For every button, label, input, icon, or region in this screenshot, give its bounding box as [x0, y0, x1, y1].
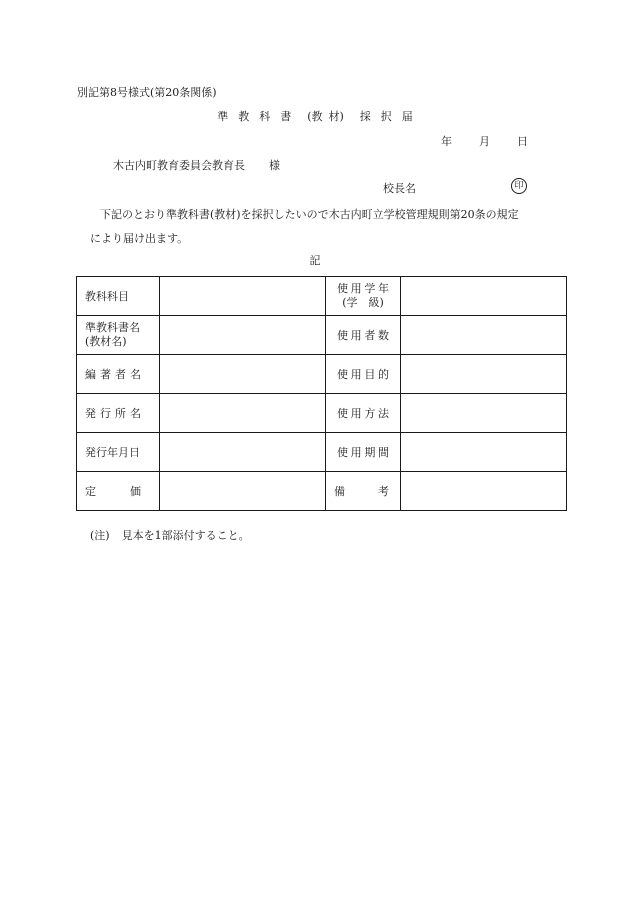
title-char: 材): [328, 110, 344, 123]
label-char: 名: [130, 368, 141, 381]
label-char: 目: [118, 290, 129, 303]
table-row: [77, 472, 567, 511]
table-row: [77, 394, 567, 433]
table-row: [77, 277, 567, 316]
honorific: 様: [269, 159, 280, 172]
label-char: 名: [130, 407, 141, 420]
field-textbook-name[interactable]: [160, 316, 326, 355]
label-char: 使: [337, 407, 348, 420]
label-textbook-name: [77, 316, 160, 355]
field-period[interactable]: [401, 433, 567, 472]
note-text: 見本を1部添付すること。: [121, 529, 250, 542]
body-text-line-2: により届け出ます。: [90, 232, 189, 245]
label-char: 編: [85, 368, 96, 381]
label-line: 準教科書名: [85, 321, 140, 334]
label-remarks: [326, 472, 401, 511]
footnote: [90, 527, 250, 543]
label-char: 定: [85, 485, 96, 498]
label-line: (教材名): [85, 335, 127, 348]
field-price[interactable]: [160, 472, 326, 511]
title-char: 教: [238, 110, 250, 123]
form-number: 別記第8号様式(第20条関係): [77, 86, 217, 99]
label-char: 価: [130, 485, 141, 498]
label-char: 者: [115, 368, 126, 381]
label-char: 発: [85, 407, 96, 420]
label-char: 科: [107, 290, 118, 303]
label-purpose: [326, 355, 401, 394]
label-char: 目: [364, 368, 376, 381]
label-char: 間: [377, 446, 389, 459]
body-text-line-1: 下記のとおり準教科書(教材)を採択したいので木古内町立学校管理規則第20条の規定: [100, 208, 519, 221]
title-char: 書: [280, 110, 292, 123]
label-char: 科: [96, 290, 107, 303]
date-month: 月: [479, 135, 490, 148]
form-table: [76, 276, 567, 511]
label-char: 学: [364, 282, 376, 295]
title-char: 科: [259, 110, 271, 123]
field-remarks[interactable]: [401, 472, 567, 511]
date-day: 日: [517, 135, 528, 148]
label-char: 数: [377, 329, 389, 342]
label-char: 者: [364, 329, 376, 342]
label-char: 期: [364, 446, 376, 459]
label-char: 所: [115, 407, 126, 420]
label-char: 方: [364, 407, 376, 420]
ki-heading: 記: [309, 254, 321, 267]
label-price: [77, 472, 160, 511]
label-char: 著: [100, 368, 111, 381]
table-row: [77, 355, 567, 394]
label-char: 用: [350, 407, 362, 420]
title-char: (教: [307, 110, 323, 123]
field-users-count[interactable]: [401, 316, 567, 355]
label-char: 使: [337, 282, 348, 295]
date-year: 年: [441, 135, 452, 148]
label-char: 用: [350, 329, 362, 342]
label-publish-date: [77, 433, 160, 472]
label-char: 的: [377, 368, 389, 381]
field-author[interactable]: [160, 355, 326, 394]
label-publisher: [77, 394, 160, 433]
field-publish-date[interactable]: [160, 433, 326, 472]
table-row: [77, 316, 567, 355]
addressee-line: [113, 157, 280, 173]
label-char: 使: [337, 329, 348, 342]
field-subject[interactable]: [160, 277, 326, 316]
title-char: 準: [217, 110, 229, 123]
label-char: 用: [350, 368, 362, 381]
date-line: [441, 133, 528, 149]
label-char: 用: [350, 446, 362, 459]
field-grade[interactable]: [401, 277, 567, 316]
title-char: 届: [401, 110, 413, 123]
label-char: 年: [377, 282, 389, 295]
note-label: (注): [90, 529, 110, 542]
label-grade: [326, 277, 401, 316]
label-char: 法: [377, 407, 389, 420]
label-author: [77, 355, 160, 394]
label-char: 使: [337, 368, 348, 381]
field-purpose[interactable]: [401, 355, 567, 394]
table-row: [77, 433, 567, 472]
label-char: 備: [334, 485, 345, 498]
label-text: 発行年月日: [85, 446, 140, 459]
label-period: [326, 433, 401, 472]
label-method: [326, 394, 401, 433]
label-users-count: [326, 316, 401, 355]
label-sub: (学 級): [342, 296, 384, 309]
addressee: 木古内町教育委員会教育長: [113, 159, 245, 172]
label-char: 使: [337, 446, 348, 459]
title-char: 採: [359, 110, 371, 123]
label-char: 行: [100, 407, 111, 420]
field-method[interactable]: [401, 394, 567, 433]
label-char: 教: [85, 290, 96, 303]
form-title: [0, 108, 630, 124]
field-publisher[interactable]: [160, 394, 326, 433]
label-subject: [77, 277, 160, 316]
title-char: 択: [380, 110, 392, 123]
label-char: 考: [378, 485, 389, 498]
principal-label: 校長名: [383, 182, 416, 195]
seal-mark: 印: [511, 178, 527, 194]
label-char: 用: [350, 282, 362, 295]
